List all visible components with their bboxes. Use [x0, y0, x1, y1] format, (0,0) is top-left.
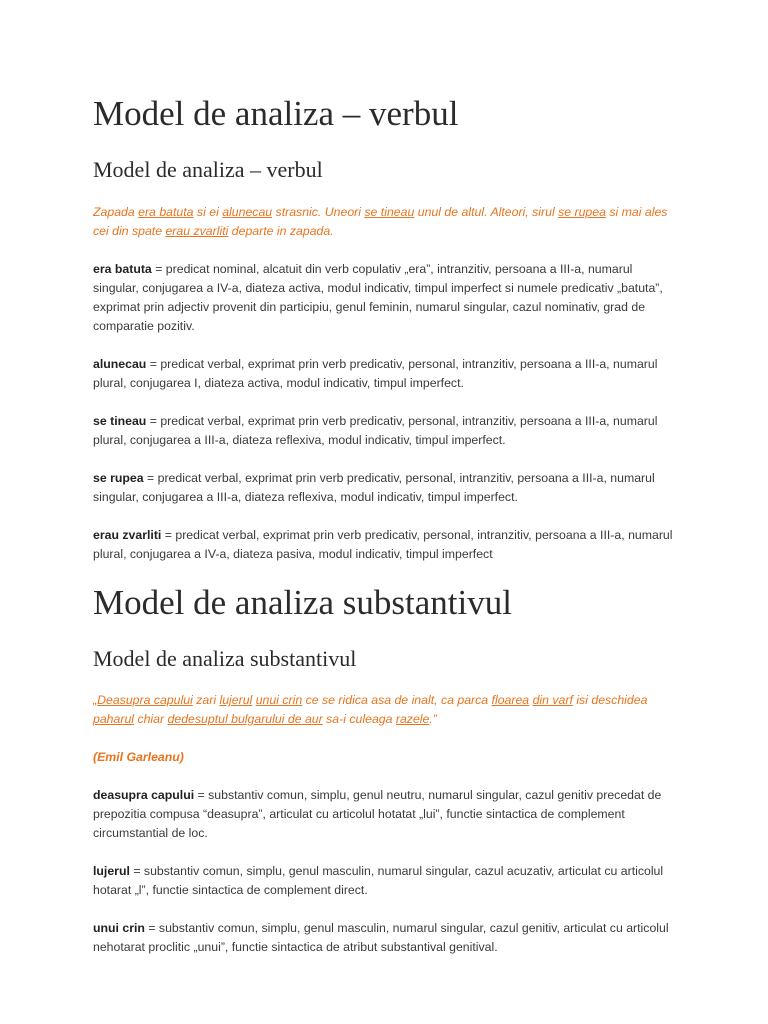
- quote-author: (Emil Garleanu): [93, 750, 184, 764]
- quote-text: sa-i culeaga: [322, 712, 396, 726]
- entry-erau-zvarliti: [93, 526, 678, 564]
- entry-term: deasupra capului: [93, 788, 195, 802]
- underlined-phrase: lujerul: [219, 693, 253, 707]
- entry-text: = predicat nominal, alcatuit din verb copulativ „era”, intranzitiv, persoana a III-a, numarul singular, conjugarea a IV-a, diateza activa, modul indicativ, timpul imperfect si numele predicativ „batuta”, exprimat prin adjectiv provenit din participiu, genul feminin, numarul singular, cazul nominativ, grad de comparatie pozitiv.: [93, 262, 663, 333]
- entry-se-tineau: [93, 412, 678, 450]
- entry-term: se tineau: [93, 414, 147, 428]
- entry-deasupra-capului: [93, 786, 678, 843]
- entry-term: se rupea: [93, 471, 144, 485]
- underlined-phrase: se rupea: [558, 205, 606, 219]
- underlined-phrase: razele: [395, 712, 430, 726]
- entry-term: lujerul: [93, 864, 130, 878]
- underlined-phrase: erau zvarliti: [165, 224, 229, 238]
- quote-text: isi deschidea: [572, 693, 648, 707]
- entry-alunecau: [93, 355, 678, 393]
- quote-text: ce se ridica asa de inalt, ca parca: [302, 693, 492, 707]
- entry-text: = substantiv comun, simplu, genul masculin, numarul singular, cazul acuzativ, articulat cu articolul hotarat „l”, functie sintactica de complement direct.: [93, 864, 664, 897]
- underlined-phrase: se tineau: [364, 205, 415, 219]
- entry-era-batuta: [93, 260, 678, 336]
- quote-text: zari: [192, 693, 220, 707]
- section-subtitle-verb: Model de analiza – verbul: [93, 157, 323, 182]
- section-title-noun: Model de analiza substantivul: [93, 583, 512, 622]
- entry-se-rupea: [93, 469, 678, 507]
- noun-quote: [93, 691, 678, 729]
- quote-text: si ei: [193, 205, 223, 219]
- quote-text: „: [93, 693, 98, 707]
- quote-text: si mai ales cei din spate: [93, 205, 668, 238]
- entry-lujerul: [93, 862, 678, 900]
- underlined-phrase: era batuta: [138, 205, 194, 219]
- underlined-phrase: alunecau: [222, 205, 273, 219]
- entry-text: = predicat verbal, exprimat prin verb predicativ, personal, intranzitiv, persoana a III-a, numarul plural, conjugarea I, diateza activa, modul indicativ, timpul imperfect.: [93, 357, 658, 390]
- entry-text: = predicat verbal, exprimat prin verb predicativ, personal, intranzitiv, persoana a III-a, numarul singular, conjugarea a III-a, diateza reflexiva, modul indicativ, timpul imperfect.: [93, 471, 655, 504]
- quote-text: strasnic. Uneori: [272, 205, 365, 219]
- section-subtitle-noun: Model de analiza substantivul: [93, 646, 357, 671]
- quote-text: chiar: [134, 712, 168, 726]
- underlined-phrase: Deasupra capului: [97, 693, 193, 707]
- quote-text: unul de altul. Alteori, sirul: [414, 205, 559, 219]
- underlined-phrase: paharul: [93, 712, 135, 726]
- quote-text: Zapada: [93, 205, 139, 219]
- underlined-phrase: unui crin: [255, 693, 303, 707]
- entry-term: alunecau: [93, 357, 147, 371]
- entry-term: unui crin: [93, 921, 145, 935]
- quote-text: departe in zapada.: [228, 224, 334, 238]
- entry-term: erau zvarliti: [93, 528, 162, 542]
- underlined-phrase: floarea: [491, 693, 530, 707]
- entry-text: = predicat verbal, exprimat prin verb predicativ, personal, intranzitiv, persoana a III-a, numarul plural, conjugarea a III-a, diateza reflexiva, modul indicativ, timpul imperfect.: [93, 414, 658, 447]
- section-title-verb: Model de analiza – verbul: [93, 94, 459, 133]
- entry-text: = predicat verbal, exprimat prin verb predicativ, personal, intranzitiv, persoana a III-a, numarul plural, conjugarea a IV-a, diateza pasiva, modul indicativ, timpul imperfect: [93, 528, 673, 561]
- underlined-phrase: dedesuptul bulgarului de aur: [167, 712, 323, 726]
- entry-term: era batuta: [93, 262, 152, 276]
- entry-text: = substantiv comun, simplu, genul masculin, numarul singular, cazul genitiv, articulat cu articolul nehotarat proclitic „unui”, functie sintactica de atribut substantival genitival.: [93, 921, 669, 954]
- verb-quote: [93, 203, 678, 241]
- underlined-phrase: din varf: [532, 693, 573, 707]
- quote-text: .”: [429, 712, 437, 726]
- entry-unui-crin: [93, 919, 678, 957]
- entry-text: = substantiv comun, simplu, genul neutru, numarul singular, cazul genitiv precedat de prepozitia compusa “deasupra”, articulat cu articolul hotatat „lui”, functie sintactica de complement circumstantial de loc.: [93, 788, 662, 840]
